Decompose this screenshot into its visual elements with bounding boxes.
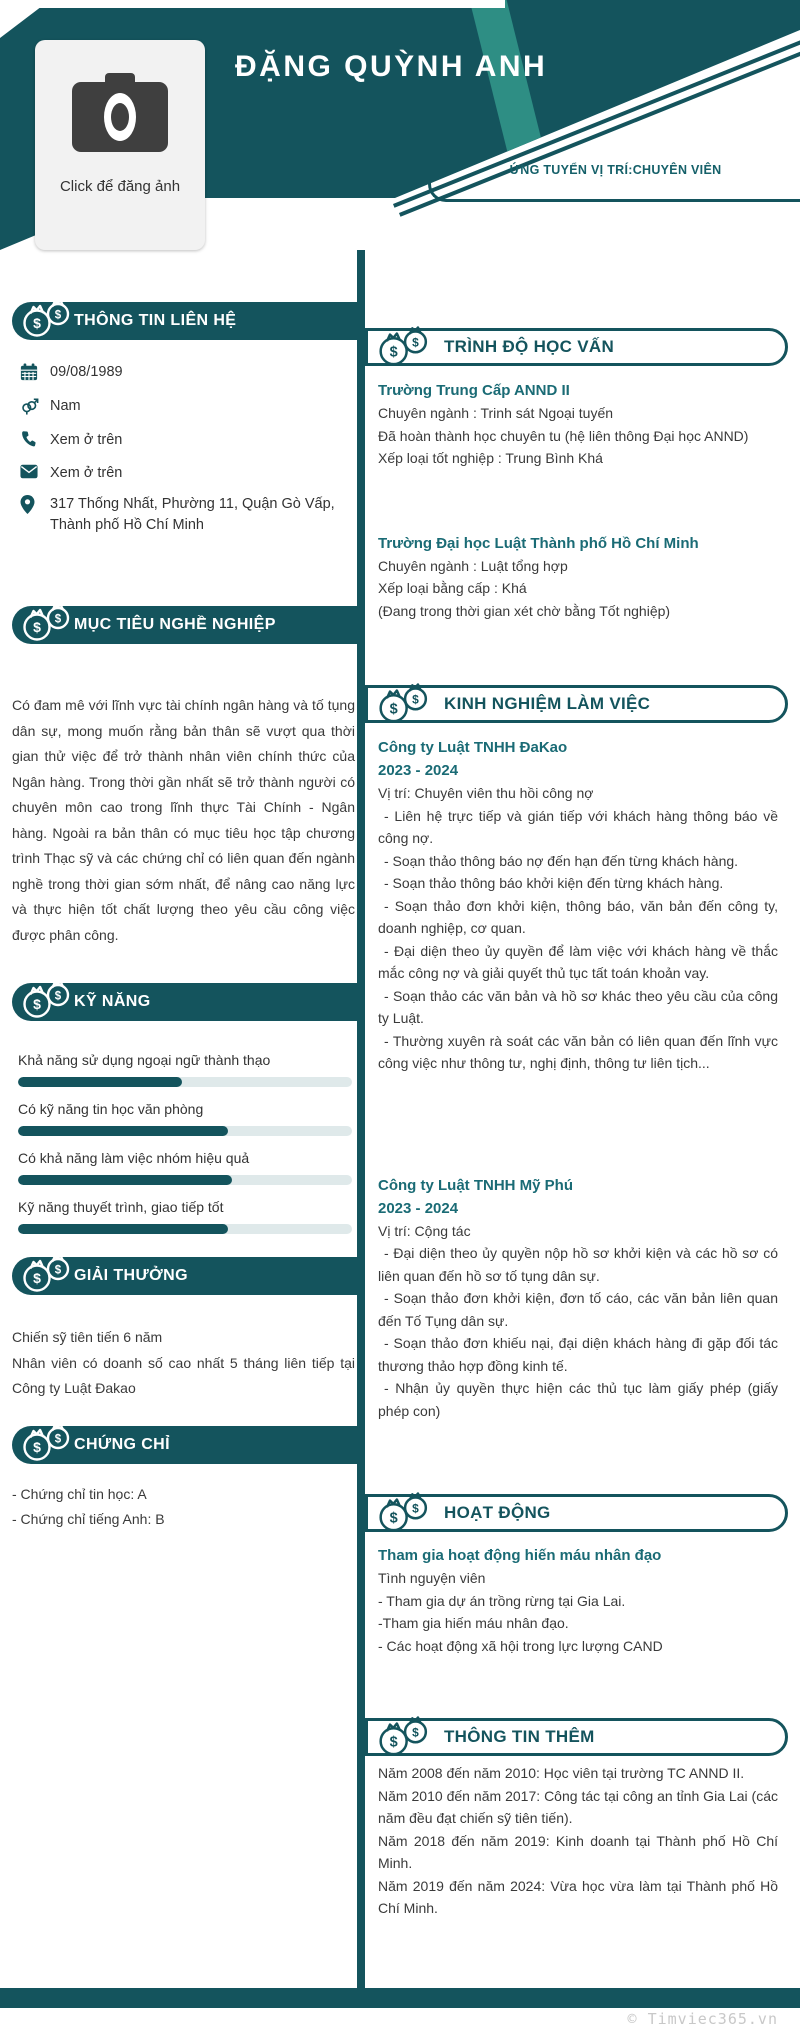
job-duty: - Soạn thảo đơn khiếu nại, đại diện khách hàng đi gặp đối tác thương thảo hợp đồng kinh tế.	[378, 1335, 778, 1374]
skill-progress-fill	[18, 1077, 182, 1087]
section-title: THÔNG TIN THÊM	[444, 1727, 595, 1746]
section-title: TRÌNH ĐỘ HỌC VẤN	[444, 337, 615, 356]
money-bags-icon	[376, 1489, 430, 1540]
skill-list	[0, 1050, 357, 1234]
company-name: Công ty Luật TNHH Mỹ Phú	[378, 1176, 573, 1194]
school-name: Trường Đại học Luật Thành phố Hồ Chí Minh	[378, 534, 699, 552]
job-duty: - Soạn thảo thông báo khởi kiện đến từng khách hàng.	[384, 875, 724, 891]
work-period: 2023 - 2024	[378, 1199, 459, 1217]
section-title: GIẢI THƯỞNG	[74, 1267, 188, 1284]
skill-item: Kỹ năng thuyết trình, giao tiếp tốt	[18, 1197, 357, 1234]
left-column	[0, 0, 357, 1533]
section-title: HOẠT ĐỘNG	[444, 1503, 551, 1522]
award-line: Chiến sỹ tiên tiến 6 năm	[12, 1329, 163, 1345]
skill-progress-track	[18, 1126, 352, 1136]
column-divider	[357, 250, 365, 1988]
experience-entry	[378, 737, 778, 1075]
section-title: MỤC TIÊU NGHỀ NGHIỆP	[74, 616, 276, 633]
objective-text: Có đam mê với lĩnh vực tài chính ngân hàng và tố tụng dân sự, mong muốn rằng bản thân sẽ vượt qua thời gian thử việc để trở thành nhân viên chính thức của Ngân hàng. Trong thời gần nhất sẽ trở thành người có chuyên môn cao trong lĩnh thực Tài Chính - Ngân hàng. Ngoài ra bản thân có mục tiêu học tập chương trình Thạc sỹ và các chứng chỉ có liên quan đến ngành nghề trong thời gian sớm nhất, để nâng cao năng lực và thực hiện tốt chất lượng theo yêu cầu công việc được phân công.	[12, 697, 355, 943]
phone-icon	[20, 430, 50, 455]
location-icon	[20, 494, 50, 536]
contact-item-email: Xem ở trên	[20, 463, 357, 486]
job-duty: - Soạn thảo đơn khởi kiện, đơn tố cáo, các văn bản liên quan đến Tố Tụng dân sự.	[378, 1290, 778, 1329]
section-education-header	[365, 328, 788, 366]
section-title: CHỨNG CHỈ	[74, 1435, 170, 1453]
section-contact-header	[12, 302, 357, 340]
applied-position: ỨNG TUYỂN VỊ TRÍ:CHUYÊN VIÊN	[509, 162, 722, 177]
section-additional-header	[365, 1718, 788, 1756]
work-period: 2023 - 2024	[378, 762, 459, 779]
money-bags-icon	[376, 1713, 430, 1764]
awards-text	[12, 1325, 355, 1402]
mail-icon	[20, 463, 50, 486]
money-bags-icon	[20, 1251, 72, 1300]
section-activities-header	[365, 1494, 788, 1532]
section-awards-header	[12, 1257, 357, 1295]
money-bags-icon	[376, 323, 430, 374]
job-role: Vị trí: Cộng tác	[378, 1222, 471, 1239]
job-duty: - Soạn thảo thông báo nợ đến hạn đến từng khách hàng.	[384, 852, 739, 869]
section-title: KỸ NĂNG	[74, 993, 151, 1010]
candidate-name: ĐẶNG QUỲNH ANH	[235, 50, 548, 83]
contact-item-birthday: 09/08/1989	[20, 362, 357, 388]
contact-list	[0, 362, 357, 536]
skill-item: Có khả năng làm việc nhóm hiệu quả	[18, 1148, 357, 1185]
skill-progress-fill	[18, 1126, 228, 1136]
education-entry: Trường Trung Cấp ANND II Chuyên ngành : Trinh sát Ngoại tuyến Đã hoàn thành học chuyên tu (hệ liên thông Đại học ANND) Xếp loại tốt nghiệp : Trung Bình Khá	[378, 380, 778, 470]
contact-item-address: 317 Thống Nhất, Phường 11, Quận Gò Vấp, Thành phố Hồ Chí Minh	[20, 494, 357, 536]
skill-progress-track	[18, 1224, 352, 1234]
school-name: Trường Trung Cấp ANND II	[378, 382, 570, 399]
job-duty: - Soạn thảo các văn bản và hồ sơ khác theo yêu cầu của công ty Luật.	[378, 987, 778, 1026]
job-role: Vị trí: Chuyên viên thu hồi công nợ	[378, 785, 594, 801]
right-column	[365, 0, 788, 1920]
skill-progress-track	[18, 1175, 352, 1185]
gender-icon	[20, 396, 50, 422]
job-duty: - Nhận ủy quyền thực hiện các thủ tục làm giấy phép (giấy phép con)	[378, 1380, 778, 1419]
site-credit: © Timviec365.vn	[627, 2010, 778, 2028]
job-duty-list	[378, 805, 778, 1075]
job-duty-list	[378, 1242, 778, 1422]
contact-item-gender: Nam	[20, 396, 357, 422]
activities-entry: Tham gia hoạt động hiến máu nhân đạo Tình nguyện viên - Tham gia dự án trồng rừng tại Gia Lai. -Tham gia hiến máu nhân đạo. - Các hoạt động xã hội trong lực lượng CAND	[378, 1545, 778, 1657]
company-name: Công ty Luật TNHH ĐaKao	[378, 739, 568, 756]
skill-progress-fill	[18, 1175, 232, 1185]
money-bags-icon	[20, 600, 72, 649]
money-bags-icon	[20, 977, 72, 1026]
certificate-line: - Chứng chỉ tin học: A	[12, 1485, 147, 1502]
money-bags-icon	[20, 1420, 72, 1469]
certificate-line: - Chứng chỉ tiếng Anh: B	[12, 1511, 165, 1527]
job-duty: - Liên hệ trực tiếp và gián tiếp với khách hàng thông báo về công nợ.	[378, 807, 778, 846]
job-duty: - Soạn thảo đơn khởi kiện, thông báo, văn bản đến công ty, doanh nghiệp, cơ quan.	[378, 897, 778, 936]
skill-progress-fill	[18, 1224, 228, 1234]
photo-upload-label: Click để đăng ảnh	[59, 178, 181, 195]
skill-progress-track	[18, 1077, 352, 1087]
section-experience-header	[365, 685, 788, 723]
section-certificates-header	[12, 1426, 357, 1464]
section-skills-header	[12, 983, 357, 1021]
calendar-icon	[20, 362, 50, 388]
skill-item: Có kỹ năng tin học văn phòng	[18, 1099, 357, 1136]
section-title: KINH NGHIỆM LÀM VIỆC	[444, 694, 651, 713]
award-line: Nhân viên có doanh số cao nhất 5 tháng liên tiếp tại Công ty Luật Đakao	[12, 1354, 355, 1396]
skill-item: Khả năng sử dụng ngoại ngữ thành thạo	[18, 1050, 357, 1087]
section-title: THÔNG TIN LIÊN HỆ	[74, 312, 237, 329]
education-entry: Trường Đại học Luật Thành phố Hồ Chí Minh Chuyên ngành : Luật tổng hợp Xếp loại bằng cấp : Khá (Đang trong thời gian xét chờ bằng Tốt nghiệp)	[378, 533, 778, 623]
certificates-text	[12, 1482, 355, 1533]
footer-bar	[0, 1988, 800, 2008]
additional-info: Năm 2008 đến năm 2010: Học viên tại trường TC ANND II. Năm 2010 đến năm 2017: Công tác tại công an tỉnh Gia Lai (các năm đều đạt chiến sỹ tiên tiến). Năm 2018 đến năm 2019: Kinh doanh tại Thành phố Hồ Chí Minh. Năm 2019 đến năm 2024: Vừa học vừa làm tại Thành phố Hồ Chí Minh.	[378, 1765, 778, 1916]
job-duty: - Đại diện theo ủy quyền nộp hồ sơ khởi kiện và các hồ sơ có liên quan đến hồ sơ tố tụng dân sự.	[378, 1245, 778, 1284]
section-objective-header	[12, 606, 357, 644]
job-duty: - Thường xuyên rà soát các văn bản có liên quan đến lĩnh vực công việc như thông tư, nghị định, thông tư liên tịch...	[378, 1032, 778, 1071]
money-bags-icon	[20, 296, 72, 345]
contact-item-phone: Xem ở trên	[20, 430, 357, 455]
experience-entry	[378, 1175, 778, 1423]
activity-title: Tham gia hoạt động hiến máu nhân đạo	[378, 1547, 662, 1564]
money-bags-icon	[376, 680, 430, 731]
job-duty: - Đại diện theo ủy quyền để làm việc với khách hàng về thắc mắc công nợ và giải quyết thủ tục tất toán khoản vay.	[378, 942, 778, 981]
